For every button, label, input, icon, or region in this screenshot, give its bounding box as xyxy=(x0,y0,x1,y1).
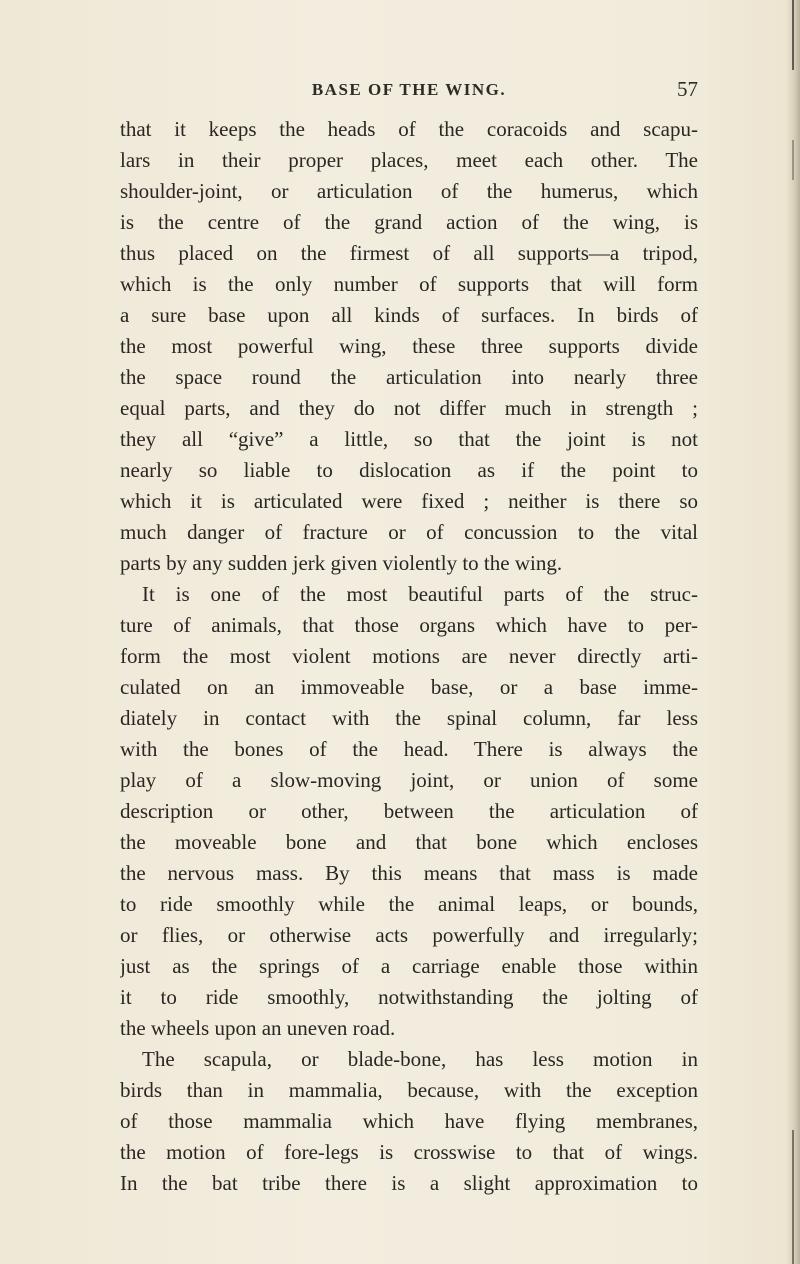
body-text xyxy=(120,114,698,1199)
text-line: the wheels upon an uneven road. xyxy=(120,1016,396,1040)
binding-edge-line xyxy=(792,140,794,180)
text-line: a sure base upon all kinds of surfaces. In birds of xyxy=(120,303,698,327)
text-line: just as the springs of a carriage enable those within xyxy=(120,954,698,978)
text-line: thus placed on the firmest of all supports—a tripod, xyxy=(120,241,698,265)
text-line: of those mammalia which have flying membranes, xyxy=(120,1109,698,1133)
page-header xyxy=(120,77,698,106)
text-line: which is the only number of supports that will form xyxy=(120,272,698,296)
text-line: It is one of the most beautiful parts of the struc- xyxy=(142,582,698,606)
text-line: the nervous mass. By this means that mass is made xyxy=(120,861,698,885)
text-line: which it is articulated were fixed ; neither is there so xyxy=(120,489,698,513)
text-line: parts by any sudden jerk given violently to the wing. xyxy=(120,551,563,575)
text-line: play of a slow-moving joint, or union of some xyxy=(120,768,698,792)
text-line: is the centre of the grand action of the wing, is xyxy=(120,210,698,234)
text-line: In the bat tribe there is a slight approximation to xyxy=(120,1171,698,1195)
text-line: the motion of fore-legs is crosswise to that of wings. xyxy=(120,1140,698,1164)
running-title: BASE OF THE WING. xyxy=(311,80,507,99)
text-line: the most powerful wing, these three supports divide xyxy=(120,334,698,358)
text-line: or flies, or otherwise acts powerfully and irregularly; xyxy=(120,923,698,947)
text-line: it to ride smoothly, notwithstanding the jolting of xyxy=(120,985,698,1009)
binding-edge-line xyxy=(792,0,794,70)
binding-edge-line xyxy=(792,1130,794,1264)
text-line: the moveable bone and that bone which encloses xyxy=(120,830,698,854)
text-line: form the most violent motions are never directly arti- xyxy=(120,644,698,668)
text-line: with the bones of the head. There is always the xyxy=(120,737,698,761)
text-line: nearly so liable to dislocation as if the point to xyxy=(120,458,698,482)
text-line: that it keeps the heads of the coracoids and scapu- xyxy=(120,117,698,141)
text-line: they all “give” a little, so that the joint is not xyxy=(120,427,698,451)
page-number: 57 xyxy=(677,77,698,101)
text-line: lars in their proper places, meet each other. The xyxy=(120,148,698,172)
text-line: description or other, between the articulation of xyxy=(120,799,698,823)
text-line: much danger of fracture or of concussion to the vital xyxy=(120,520,698,544)
text-line: the space round the articulation into nearly three xyxy=(120,365,698,389)
text-line: diately in contact with the spinal column, far less xyxy=(120,706,698,730)
text-line: to ride smoothly while the animal leaps, or bounds, xyxy=(120,892,698,916)
text-line: equal parts, and they do not differ much in strength ; xyxy=(120,396,698,420)
text-line: culated on an immoveable base, or a base imme- xyxy=(120,675,698,699)
page-edge-shadow xyxy=(786,0,800,1264)
text-line: ture of animals, that those organs which have to per- xyxy=(120,613,698,637)
text-line: The scapula, or blade-bone, has less motion in xyxy=(142,1047,698,1071)
text-line: birds than in mammalia, because, with the exception xyxy=(120,1078,698,1102)
text-line: shoulder-joint, or articulation of the humerus, which xyxy=(120,179,698,203)
